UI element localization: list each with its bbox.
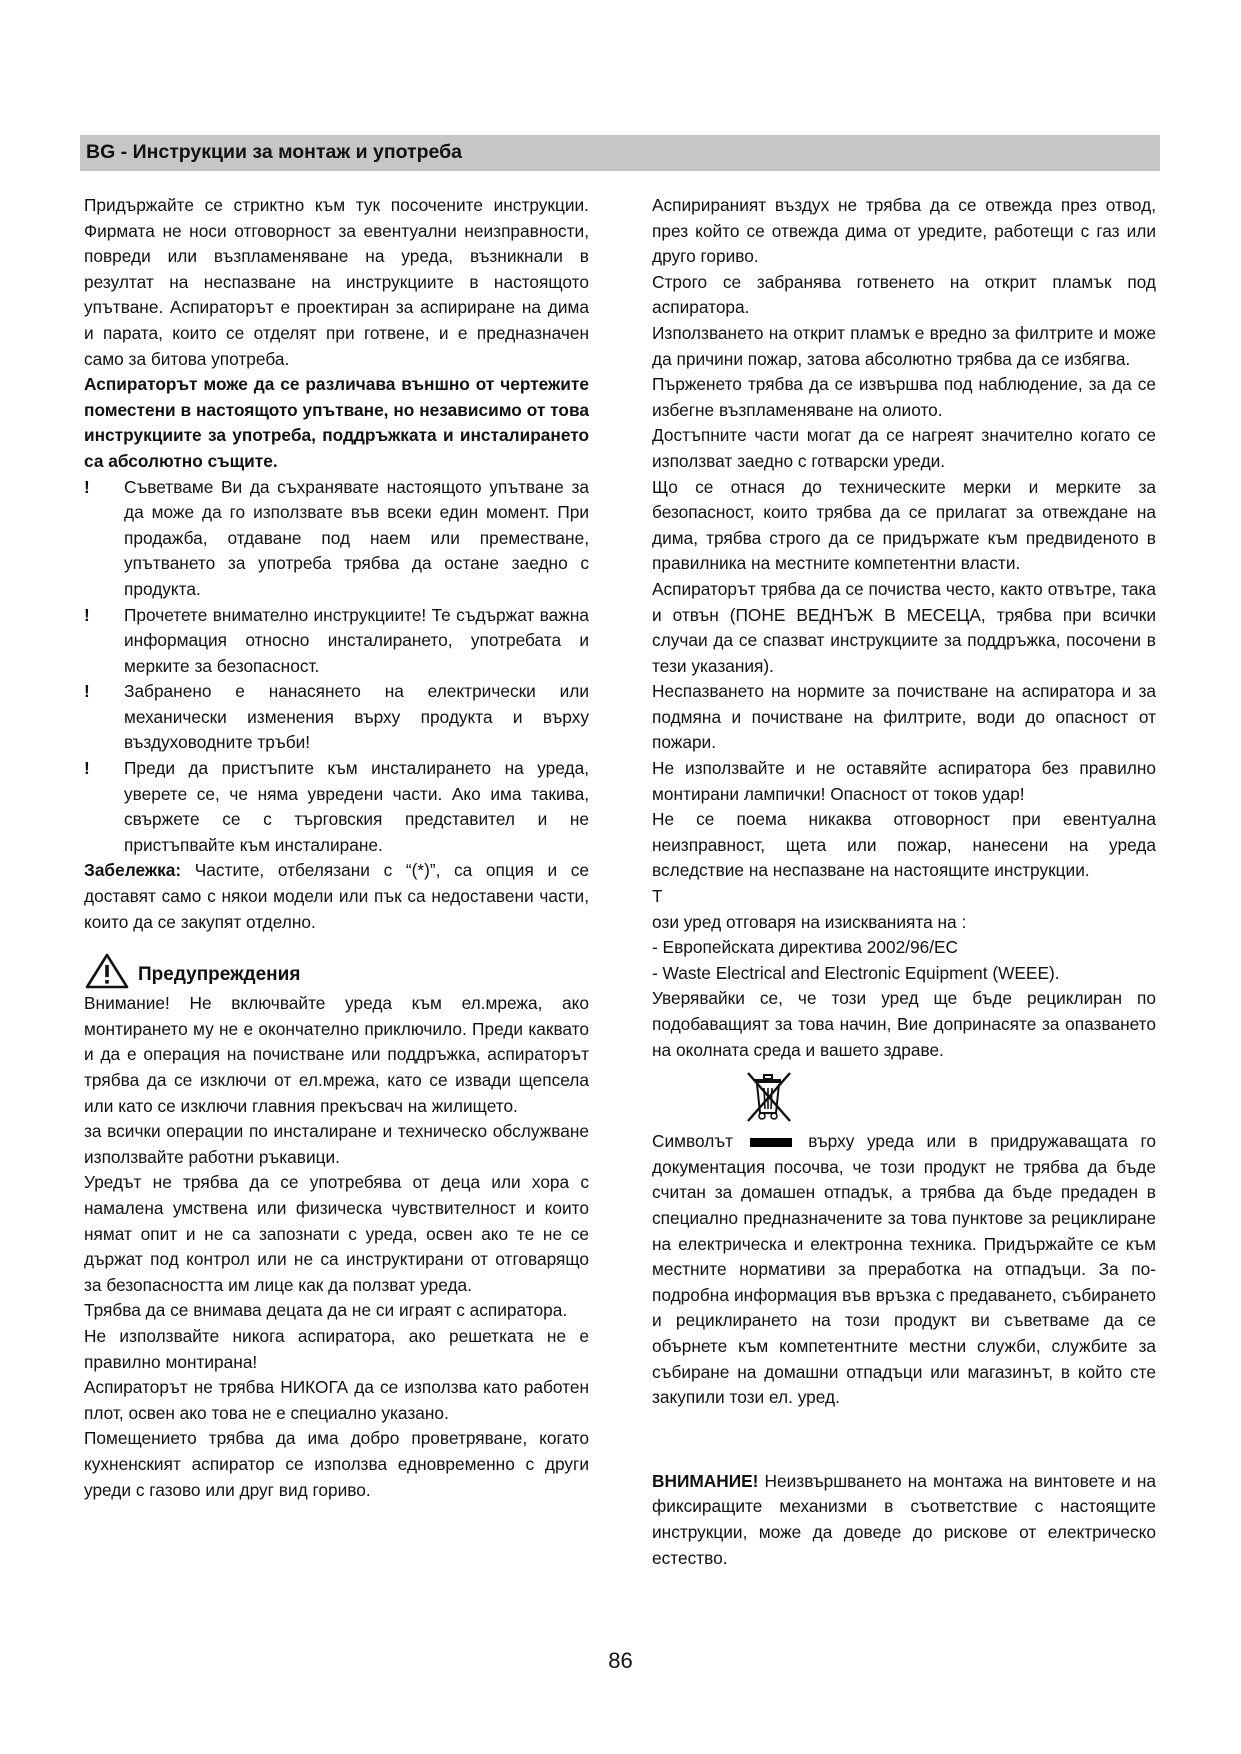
appearance-note: Аспираторът може да се различава външно от чертежите поместени в настоящото упътване, но независимо от това инструкциите за употреба, поддръжката и инсталирането са абсолютно същите. — [84, 374, 589, 471]
parts-note — [84, 858, 589, 935]
weee-item: - Европейската директива 2002/96/EC — [652, 937, 959, 958]
weee-item: - Waste Electrical and Electronic Equipment (WEEE). — [652, 962, 1060, 983]
caution-paragraph — [652, 1469, 1156, 1571]
safety-paragraph: Аспирираният въздух не трябва да се отвежда през отвод, през който се отвежда дима от уредите, работещи с газ или друго гориво. — [652, 195, 1156, 267]
note-label: Забележка: — [84, 860, 182, 881]
warnings-title: Предупреждения — [138, 964, 301, 986]
bullet-text: Забранено е нанасянето на електрически или механически изменения върху продукта и върху въздуховодните тръби! — [124, 681, 589, 753]
safety-paragraph: Що се отнася до техническите мерки и мерките за безопасност, които трябва да се прилагат за отвеждане на дима, трябва строго да се придържате към предвиденото в правилника на местните компетентни власти. — [652, 476, 1156, 574]
recycle-paragraph: Уверявайки се, че този уред ще бъде рециклиран по подобаващият за това начин, Вие допринасяте за опазването на околната среда и вашето здраве. — [652, 988, 1156, 1060]
warning-paragraph: Помещението трябва да има добро проветряване, когато кухненският аспиратор се използва едновременно с други уреди с газово или друг вид гориво. — [84, 1428, 589, 1500]
safety-paragraph: Неспазването на нормите за почистване на аспиратора и за подмяна и почистване на филтрите, води до опасност от пожари. — [652, 681, 1156, 753]
spacer — [652, 1411, 1156, 1469]
crossed-bin-symbol — [744, 1067, 1156, 1125]
bullet-item — [84, 679, 589, 756]
warning-paragraph: Не използвайте никога аспиратора, ако решетката не е правилно монтирана! — [84, 1325, 589, 1372]
exclamation-icon: ! — [84, 604, 90, 625]
safety-paragraph: Използването на открит пламък е вредно за филтрите и може да причини пожар, затова абсолютно трябва да се избягва. — [652, 322, 1156, 369]
safety-paragraph: Пърженето трябва да се извършва под наблюдение, за да се избегне възпламеняване на олиото. — [652, 374, 1156, 420]
weee-intro: ози уред отговаря на изискванията на : — [652, 911, 967, 932]
page-number: 86 — [608, 1648, 633, 1673]
black-bar-icon — [750, 1138, 792, 1147]
t-letter: Т — [652, 886, 663, 907]
bullet-item — [84, 756, 589, 858]
safety-paragraph: Не използвайте и не оставяйте аспиратора без правилно монтирани лампички! Опасност от токов удар! — [652, 758, 1156, 804]
warning-triangle-icon — [84, 952, 130, 990]
safety-paragraph: Не се поема никаква отговорност при евентуална неизправност, щета или пожар, нанесени на уреда вследствие на неспазване на настоящите инструкции. — [652, 809, 1156, 881]
exclamation-icon: ! — [84, 758, 90, 779]
warning-paragraph: Аспираторът не трябва НИКОГА да се използва като работен плот, освен ако това не е специално указано. — [84, 1377, 589, 1423]
warning-paragraph: Трябва да се внимава децата да не си играят с аспиратора. — [84, 1300, 568, 1321]
page-header — [80, 135, 1160, 171]
right-column — [652, 193, 1156, 1571]
header-title: BG - Инструкции за монтаж и употреба — [86, 141, 462, 163]
safety-paragraph: Аспираторът трябва да се почиства често, както отвътре, така и отвън (ПОНЕ ВЕДНЪЖ В МЕСЕЦА, трябва при всички случаи да се спазват инструкциите за поддръжка, посочени в тези указания). — [652, 578, 1156, 676]
bullet-item — [84, 603, 589, 680]
symbol-paragraph — [652, 1129, 1156, 1411]
exclamation-icon: ! — [84, 476, 90, 497]
exclamation-icon: ! — [84, 681, 90, 702]
bullet-text: Прочетете внимателно инструкциите! Те съдържат важна информация относно инсталирането, употребата и мерките за безопасност. — [124, 604, 589, 676]
symbol-label: Символът — [652, 1131, 734, 1152]
bullet-text: Преди да пристъпите към инсталирането на уреда, уверете се, че няма увредени части. Ако има такива, свържете се с търговския представител и не пристъпвайте към инсталиране. — [124, 758, 589, 855]
warning-paragraph: Внимание! Не включвайте уреда към ел.мрежа, ако монтирането му не е окончателно приключило. Преди каквато и да е операция на почистване или поддръжка, аспираторът трябва да се изключи от ел.мрежа, като се извади щепсела или като се изключи главния прекъсвач на жилището. — [84, 993, 589, 1116]
note-text: Частите, отбелязани с “(*)”, са опция и се доставят само с някои модели или пък са недоставени части, които да се закупят отделно. — [84, 860, 589, 932]
intro-paragraph: Придържайте се стриктно към тук посочените инструкции. Фирмата не носи отговорност за евентуални неизправности, повреди или възпламеняване на уреда, възникнали в резултат на неспазване на инструкциите в настоящото упътване. Аспираторът е проектиран за аспириране на дима и парата, които се отделят при готвене, и е предназначен само за битова употреба. — [84, 195, 589, 369]
caution-label: ВНИМАНИЕ! — [652, 1470, 759, 1491]
safety-paragraph: Строго се забранява готвенето на открит пламък под аспиратора. — [652, 271, 1156, 318]
symbol-text: върху уреда или в придружаващата го документация посочва, че този продукт не трябва да бъде считан за домашен отпадък, а трябва да бъде предаден в специално предназначените за това пунктове за рециклиране на електрическа и електронна техника. Придържайте се към местните нормативи за преработка на отпадъци. За по-подробна информация във връзка с предаването, събирането и рециклирането на този продукт ви съветваме да се обърнете към компетентните местни служби, службите за събиране на домашни отпадъци или магазинът, в който сте закупили този ел. уред. — [652, 1131, 1156, 1408]
warning-paragraph: за всички операции по инсталиране и техническо обслужване използвайте работни ръкавици. — [84, 1121, 589, 1167]
crossed-bin-icon — [744, 1067, 796, 1125]
bullet-text: Съветваме Ви да съхранявате настоящото упътване за да може да го използвате във всеки един момент. При продажба, отдаване под наем или преместване, упътването за употреба трябва да остане заедно с продукта. — [124, 476, 589, 599]
warning-paragraph: Уредът не трябва да се употребява от деца или хора с намалена умствена или физическа чувствителност и които нямат опит и не са запознати с уреда, освен ако те не се държат под контрол или не са инструктирани от отговарящо за безопасността им лице как да ползват уреда. — [84, 1172, 589, 1295]
left-column — [84, 193, 589, 1503]
warnings-heading — [84, 951, 589, 991]
caution-text: Неизвършването на монтажа на винтовете и на фиксиращите механизми в съответствие с настоящите инструкции, може да доведе до рискове от електрическо естество. — [652, 1470, 1156, 1568]
bullet-item — [84, 475, 589, 603]
safety-paragraph: Достъпните части могат да се нагреят значително когато се използват заедно с готварски уреди. — [652, 425, 1156, 471]
